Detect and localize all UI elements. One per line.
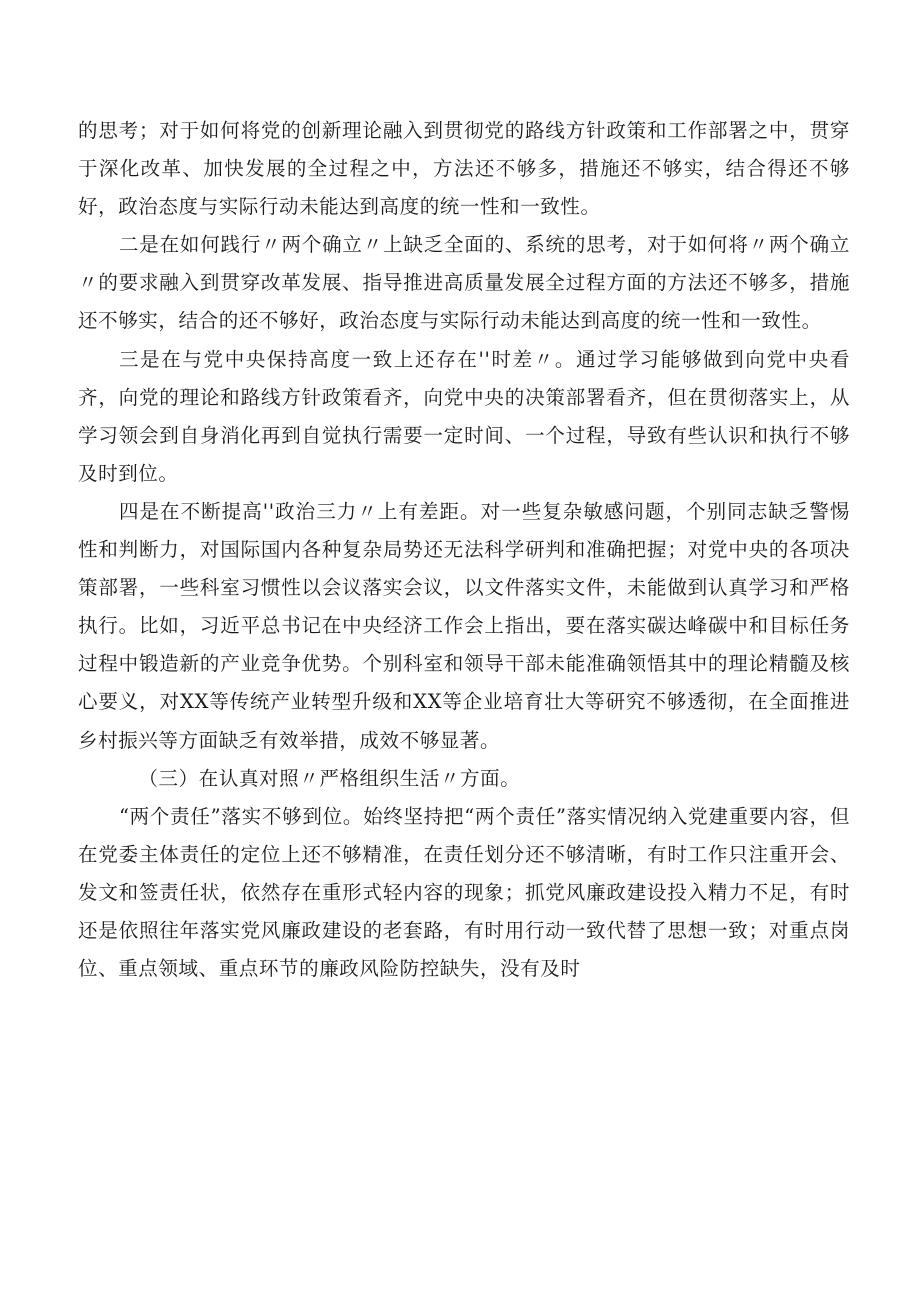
paragraph-two-responsibilities: “两个责任”落实不够到位。始终坚持把“两个责任”落实情况纳入党建重要内容，但在党委主体责任的定位上还不够精准，在责任划分还不够清晰，有时工作只注重开会、发文和签责任状，依然存在重形式轻内容的现象；抓党风廉政建设投入精力不足，有时还是依照往年落实党风廉政建设的老套路，有时用行动一致代替了思想一致；对重点岗位、重点领域、重点环节的廉政风险防控缺失，没有及时 <box>78 804 850 981</box>
paragraph-continuation: 的思考；对于如何将党的创新理论融入到贯彻党的路线方针政策和工作部署之中，贯穿于深化改革、加快发展的全过程之中，方法还不够多，措施还不够实，结合得还不够好，政治态度与实际行动未能达到高度的统一性和一致性。 <box>78 119 850 219</box>
paragraph-point-three: 三是在与党中央保持高度一致上还存在''时差〃。通过学习能够做到向党中央看齐，向党的理论和路线方针政策看齐，向党中央的决策部署看齐，但在贯彻落实上，从学习领会到自身消化再到自觉执行需要一定时间、一个过程，导致有些认识和执行不够及时到位。 <box>78 347 850 485</box>
paragraph-point-two: 二是在如何践行〃两个确立〃上缺乏全面的、系统的思考，对于如何将〃两个确立〃的要求融入到贯穿改革发展、指导推进高质量发展全过程方面的方法还不够多，措施还不够实，结合的还不够好，政治态度与实际行动未能达到高度的统一性和一致性。 <box>78 233 850 333</box>
document-body <box>78 112 850 988</box>
paragraph-point-four: 四是在不断提高''政治三力〃上有差距。对一些复杂敏感问题，个别同志缺乏警惕性和判断力，对国际国内各种复杂局势还无法科学研判和准确把握；对党中央的各项决策部署，一些科室习惯性以会议落实会议，以文件落实文件，未能做到认真学习和严格执行。比如，习近平总书记在中央经济工作会上指出，要在落实碳达峰碳中和目标任务过程中锻造新的产业竞争优势。个别科室和领导干部未能准确领悟其中的理论精髓及核心要义，对XX等传统产业转型升级和XX等企业培育壮大等研究不够透彻，在全面推进乡村振兴等方面缺乏有效举措，成效不够显著。 <box>78 499 850 752</box>
section-heading: （三）在认真对照〃严格组织生活〃方面。 <box>138 766 521 790</box>
